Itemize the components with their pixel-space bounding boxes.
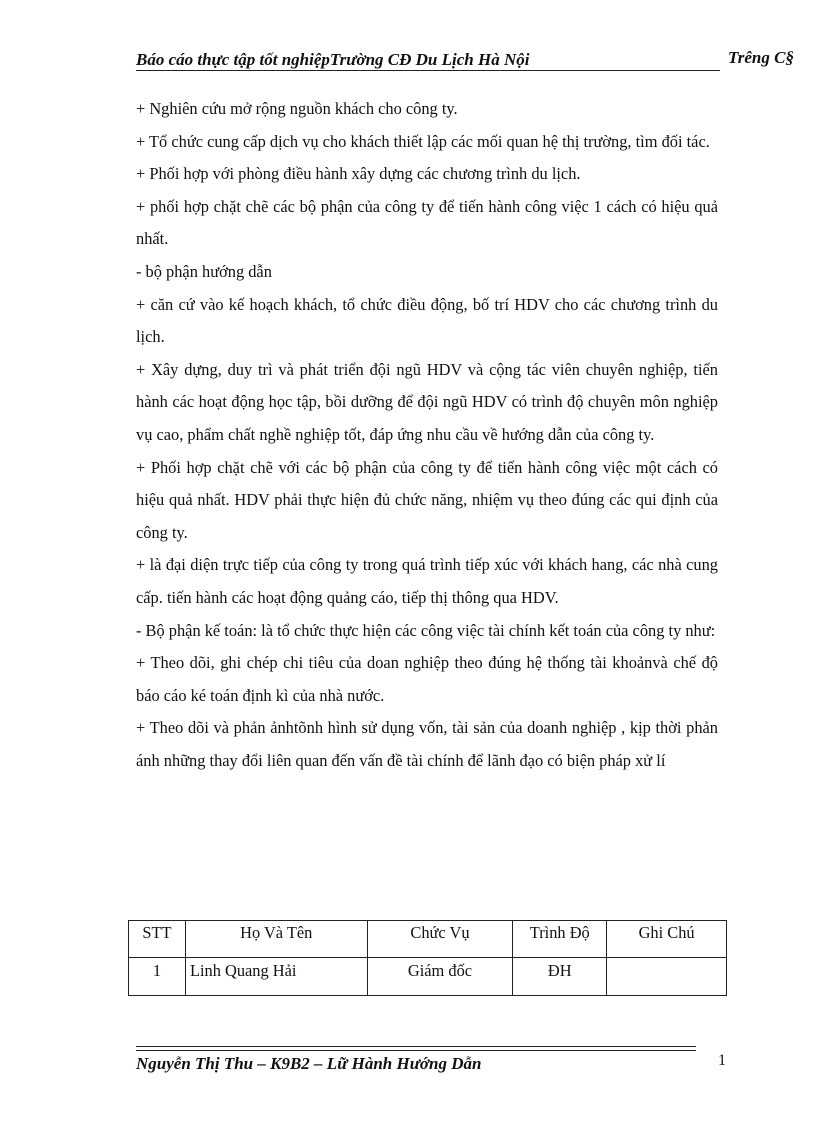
footer-text: Nguyễn Thị Thu – K9B2 – Lữ Hành Hướng Dẫn	[136, 1054, 482, 1073]
paragraph: - Bộ phận kế toán: là tổ chức thực hiện các công việc tài chính kết toán của công ty như:	[136, 620, 716, 640]
header-right-text: Trêng C§	[728, 48, 794, 67]
paragraph: + phối hợp chặt chẽ các bộ phận của công ty để tiến hành công việc 1 cách có hiệu quả nhất.	[136, 196, 718, 249]
page-number: 1	[718, 1052, 726, 1069]
paragraph: + Phối hợp với phòng điều hành xây dựng các chương trình du lịch.	[136, 164, 581, 184]
body-text	[136, 93, 718, 777]
cell-position: Giám đốc	[367, 958, 513, 996]
cell-note	[607, 958, 727, 996]
table-header-row	[129, 921, 727, 958]
header-note: Ghi Chú	[607, 921, 727, 958]
paragraph: + Theo dõi và phản ảnhtõnh hình sử dụng vốn, tài sản của doanh nghiệp , kịp thời phản ánh những thay đổi liên quan đến vấn đề tài chính để lãnh đạo có biện pháp xử lí	[136, 718, 718, 770]
paragraph: - bộ phận hướng dẫn	[136, 261, 272, 281]
header-position: Chức Vụ	[367, 921, 513, 958]
cell-level: ĐH	[513, 958, 607, 996]
paragraph: + Theo dõi, ghi chép chi tiêu của doan nghiệp theo đúng hệ thống tài khoảnvà chế độ báo cáo ké toán định kì của nhà nước.	[136, 653, 718, 705]
header-level: Trình Độ	[513, 921, 607, 958]
paragraph: + Xây dựng, duy trì và phát triển đội ngũ HDV và cộng tác viên chuyên nghiệp, tiến hành các hoạt động học tập, bồi dưỡng để đội ngũ HDV có trình độ chuyên môn nghiệp vụ cao, phẩm chất nghề nghiệp tốt, đáp ứng nhu cầu về hướng dẫn của công ty.	[136, 359, 718, 444]
cell-name: Linh Quang Hải	[185, 958, 367, 996]
paragraph: + Tổ chức cung cấp dịch vụ cho khách thiết lập các mối quan hệ thị trường, tìm đối tác.	[136, 131, 710, 151]
table-row	[129, 958, 727, 996]
footer-rule	[136, 1050, 696, 1051]
header-rule	[136, 70, 720, 71]
header-stt: STT	[129, 921, 186, 958]
paragraph: + căn cứ vào kế hoạch khách, tổ chức điều động, bố trí HDV cho các chương trình du lịch.	[136, 294, 718, 347]
paragraph: + Nghiên cứu mở rộng nguồn khách cho công ty.	[136, 99, 458, 118]
header-name: Họ Và Tên	[185, 921, 367, 958]
page-header	[136, 48, 816, 72]
paragraph: + Phối hợp chặt chẽ với các bộ phận của công ty để tiến hành công việc một cách có hiệu quả nhất. HDV phải thực hiện đủ chức năng, nhiệm vụ theo đúng các qui định của công ty.	[136, 457, 718, 542]
footer-rule	[136, 1046, 696, 1047]
staff-table	[128, 920, 727, 996]
paragraph: + là đại diện trực tiếp của công ty trong quá trình tiếp xúc với khách hang, các nhà cung cấp. tiến hành các hoạt động quảng cáo, tiếp thị thông qua HDV.	[136, 555, 718, 607]
header-title: Báo cáo thực tập tốt nghiệpTrường CĐ Du Lịch Hà Nội	[136, 50, 530, 69]
cell-stt: 1	[129, 958, 186, 996]
